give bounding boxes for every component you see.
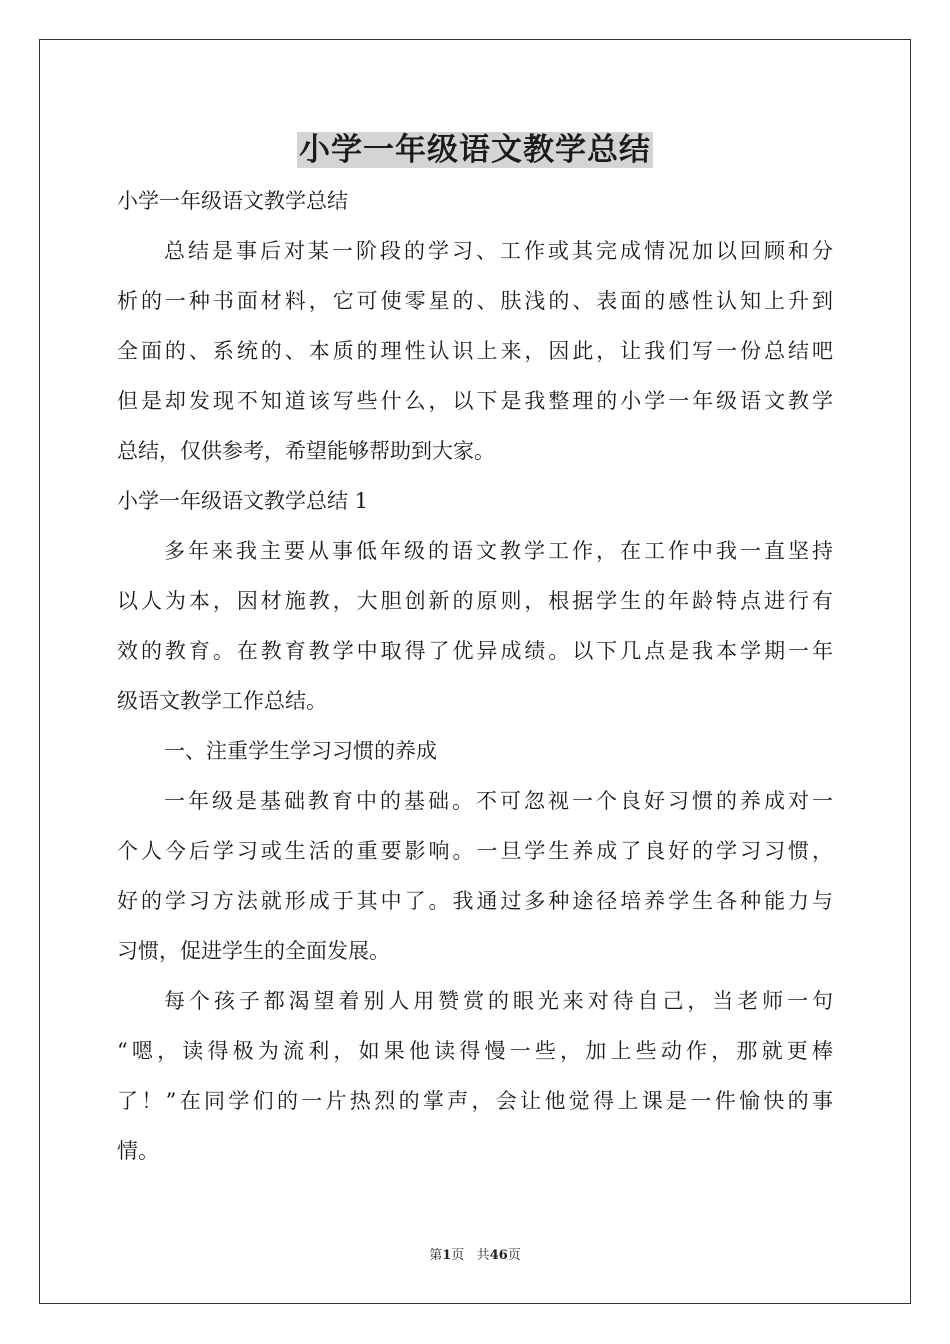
- paragraph-line: 每个孩子都渴望着别人用赞赏的眼光来对待自己，当老师一句: [164, 989, 833, 1013]
- footer-prefix: 第: [429, 1248, 443, 1263]
- footer-total-suffix: 页: [507, 1248, 521, 1263]
- page-footer: [0, 1246, 950, 1266]
- paragraph-line: “嗯，读得极为流利，如果他读得慢一些，加上些动作，那就更棒: [117, 1039, 833, 1063]
- paragraph-line: 以人为本，因材施教，大胆创新的原则，根据学生的年龄特点进行有: [117, 589, 833, 613]
- paragraph-line: 级语文教学工作总结。: [117, 689, 327, 713]
- section-heading: 小学一年级语文教学总结: [117, 189, 348, 213]
- subsection-heading: 一、注重学生学习习惯的养成: [164, 739, 437, 763]
- paragraph-line: 总结，仅供参考，希望能够帮助到大家。: [117, 439, 495, 463]
- paragraph-line: 多年来我主要从事低年级的语文教学工作，在工作中我一直坚持: [164, 539, 833, 563]
- paragraph-line: 一年级是基础教育中的基础。不可忽视一个良好习惯的养成对一: [164, 789, 833, 813]
- paragraph-line: 全面的、系统的、本质的理性认识上来，因此，让我们写一份总结吧: [117, 339, 833, 363]
- paragraph-line: 效的教育。在教育教学中取得了优异成绩。以下几点是我本学期一年: [117, 639, 833, 663]
- section-heading: 小学一年级语文教学总结 1: [117, 489, 369, 513]
- paragraph-line: 总结是事后对某一阶段的学习、工作或其完成情况加以回顾和分: [164, 239, 833, 263]
- paragraph-line: 但是却发现不知道该写些什么，以下是我整理的小学一年级语文教学: [117, 389, 833, 413]
- document-title: [0, 128, 950, 172]
- paragraph-line: 习惯，促进学生的全面发展。: [117, 939, 390, 963]
- footer-page-suffix: 页: [451, 1248, 465, 1263]
- paragraph-line: 个人今后学习或生活的重要影响。一旦学生养成了良好的学习习惯，: [117, 839, 833, 863]
- paragraph-line: 了！”在同学们的一片热烈的掌声，会让他觉得上课是一件愉快的事: [117, 1089, 833, 1113]
- total-page-count: 46: [489, 1248, 508, 1263]
- paragraph-line: 情。: [117, 1139, 159, 1163]
- current-page-number: 1: [442, 1248, 452, 1263]
- paragraph-line: 析的一种书面材料，它可使零星的、肤浅的、表面的感性认知上升到: [117, 289, 833, 313]
- document-title-text: 小学一年级语文教学总结: [299, 132, 651, 168]
- footer-total-prefix: 共: [476, 1248, 490, 1263]
- document-body: [117, 176, 833, 1176]
- paragraph-line: 好的学习方法就形成于其中了。我通过多种途径培养学生各种能力与: [117, 889, 833, 913]
